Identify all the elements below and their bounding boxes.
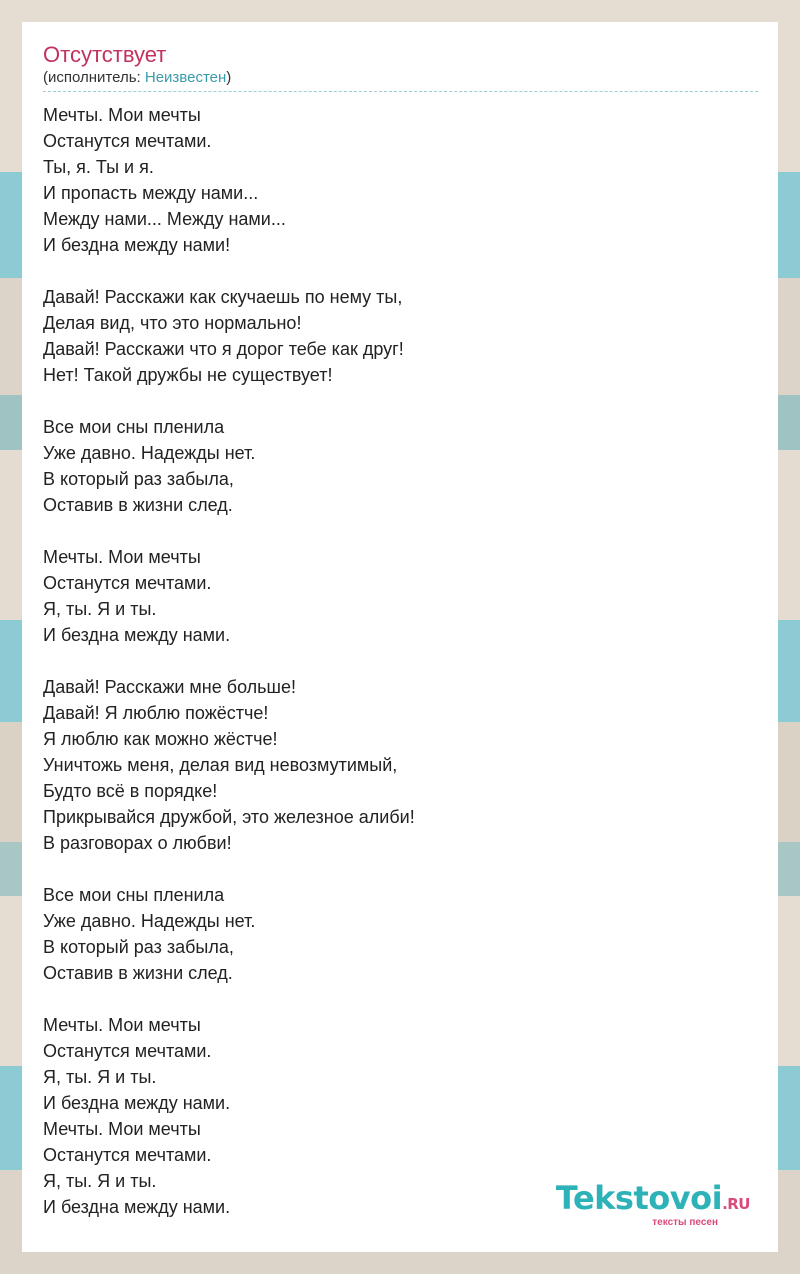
lyrics-stanza <box>43 414 758 518</box>
lyrics-line: В разговорах о любви! <box>43 833 232 853</box>
lyrics-line: Мечты. Мои мечты <box>43 1015 201 1035</box>
lyrics-stanza <box>43 674 758 856</box>
lyrics-line: Я, ты. Я и ты. <box>43 1171 157 1191</box>
lyrics-line: Уничтожь меня, делая вид невозмутимый, <box>43 755 398 775</box>
lyrics-line: Останутся мечтами. <box>43 573 212 593</box>
lyrics-line: Давай! Я люблю пожёстче! <box>43 703 269 723</box>
site-logo[interactable] <box>556 1181 750 1228</box>
lyrics-line: В который раз забыла, <box>43 469 234 489</box>
lyrics-line: Я, ты. Я и ты. <box>43 599 157 619</box>
logo-name: Tekstovoi <box>555 1179 723 1217</box>
lyrics-line: И бездна между нами! <box>43 235 231 255</box>
logo-tagline: тексты песен <box>652 1217 718 1228</box>
lyrics-line: Все мои сны пленила <box>43 885 225 905</box>
lyrics-line: Давай! Расскажи как скучаешь по нему ты, <box>43 287 403 307</box>
lyrics-line: Останутся мечтами. <box>43 1041 212 1061</box>
lyrics-line: И бездна между нами. <box>43 1197 231 1217</box>
lyrics-line: Ты, я. Ты и я. <box>43 157 154 177</box>
lyrics-line: Останутся мечтами. <box>43 131 212 151</box>
lyrics-stanza <box>43 882 758 986</box>
lyrics-line: Уже давно. Надежды нет. <box>43 443 256 463</box>
lyrics-line: Все мои сны пленила <box>43 417 225 437</box>
lyrics-line: Между нами... Между нами... <box>43 209 286 229</box>
lyrics-line: Будто всё в порядке! <box>43 781 218 801</box>
artist-prefix: (исполнитель: <box>43 69 145 86</box>
lyrics-line: Делая вид, что это нормально! <box>43 313 302 333</box>
song-title: Отсутствует <box>43 42 167 67</box>
lyrics-body <box>43 102 758 1220</box>
lyrics-line: Давай! Расскажи что я дорог тебе как друг! <box>43 339 404 359</box>
artist-line <box>43 68 758 92</box>
artist-link[interactable]: Неизвестен <box>144 69 227 86</box>
lyrics-stanza <box>43 102 758 258</box>
lyrics-card <box>22 22 778 1252</box>
lyrics-line: Оставив в жизни след. <box>43 963 233 983</box>
lyrics-stanza <box>43 284 758 388</box>
lyrics-line: Мечты. Мои мечты <box>43 105 201 125</box>
lyrics-line: Мечты. Мои мечты <box>43 547 201 567</box>
lyrics-line: В который раз забыла, <box>43 937 234 957</box>
lyrics-line: Нет! Такой дружбы не существует! <box>43 365 333 385</box>
lyrics-line: И бездна между нами. <box>43 1093 231 1113</box>
lyrics-line: Останутся мечтами. <box>43 1145 212 1165</box>
lyrics-line: И пропасть между нами... <box>43 183 259 203</box>
lyrics-line: Оставив в жизни след. <box>43 495 233 515</box>
logo-wordmark <box>556 1181 750 1221</box>
lyrics-line: Уже давно. Надежды нет. <box>43 911 256 931</box>
lyrics-line: Прикрывайся дружбой, это железное алиби! <box>43 807 415 827</box>
lyrics-stanza <box>43 544 758 648</box>
artist-suffix: ) <box>226 69 232 86</box>
lyrics-line: И бездна между нами. <box>43 625 231 645</box>
lyrics-line: Давай! Расскажи мне больше! <box>43 677 297 697</box>
logo-tld: .RU <box>722 1195 750 1213</box>
lyrics-line: Мечты. Мои мечты <box>43 1119 201 1139</box>
lyrics-line: Я, ты. Я и ты. <box>43 1067 157 1087</box>
lyrics-line: Я люблю как можно жёстче! <box>43 729 278 749</box>
